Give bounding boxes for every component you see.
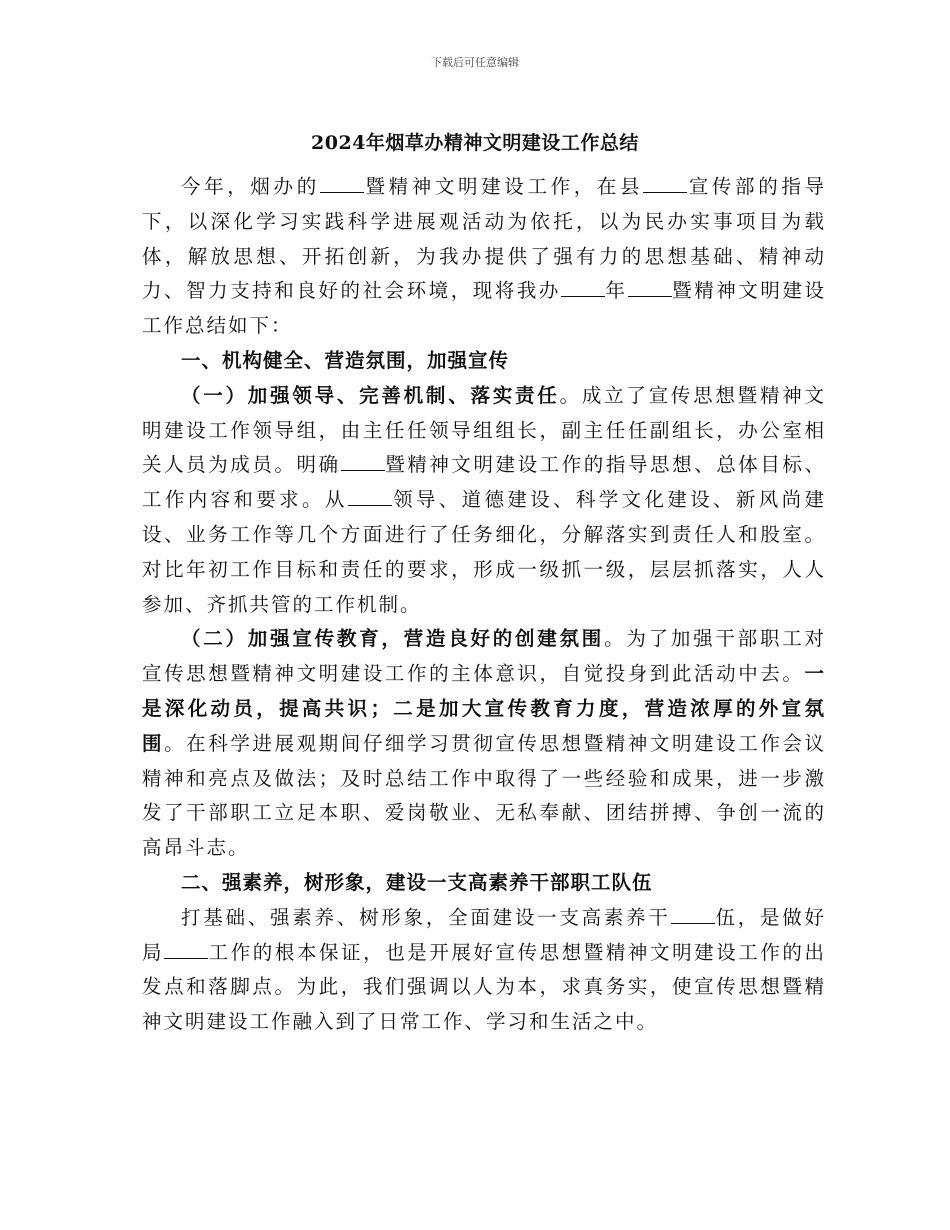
text-run: 暨精神文明建设工作的指导思想、总体目标、工作内容和要求。从 bbox=[142, 453, 826, 512]
text-run: 宣传部的指导下，以深化学习实践科学进展观活动为依托，以为民办实事项目为载体，解放思想、开拓创新，为我办提供了强有力的思想基础、精神动力、智力支持和良好的社会环境，现将我办 bbox=[142, 175, 826, 303]
header-note: 下载后可任意编辑 bbox=[431, 56, 519, 69]
text-run: 今年，烟办的 bbox=[181, 175, 320, 198]
section1-sub2-paragraph bbox=[142, 622, 826, 866]
blank-line bbox=[348, 487, 392, 506]
section2-heading: 二、强素养，树形象，建设一支高素养干部职工队伍 bbox=[181, 870, 653, 894]
emphasis-bold: 一是深化动员，提高共识；二是加大宣传教育力度，营造浓厚的外宣氛围 bbox=[142, 662, 826, 755]
blank-line bbox=[628, 278, 672, 297]
blank-line bbox=[671, 905, 715, 924]
text-run: 工作的根本保证，也是开展好宣传思想暨精神文明建设工作的出发点和落脚点。为此，我们强调以人为本，求真务实，使宣传思想暨精神文明建设工作融入到了日常工作、学习和生活之中。 bbox=[142, 940, 826, 1034]
text-run: 打基础、强素养、树形象，全面建设一支高素养干 bbox=[181, 905, 671, 929]
section1-heading: 一、机构健全、营造氛围，加强宣传 bbox=[181, 348, 510, 372]
text-run: 。成立了宣传思想暨精神文明建设工作领导组，由主任任领导组组长，副主任任副组长，办公室相关人员为成员。明确 bbox=[142, 383, 826, 477]
text-run: 暨精神文明建设工作，在县 bbox=[363, 175, 644, 198]
document-body bbox=[142, 170, 826, 1040]
document-title: 2024年烟草办精神文明建设工作总结 bbox=[311, 132, 639, 154]
text-run: 年 bbox=[605, 279, 628, 303]
text-run: 领导、道德建设、科学文化建设、新风尚建设、业务工作等几个方面进行了任务细化，分解落实到责任人和股室。对比年初工作目标和责任的要求，形成一级抓一级，层层抓落实，人人参加、齐抓共管的工作机制。 bbox=[142, 488, 826, 616]
blank-line bbox=[341, 452, 385, 471]
section2-paragraph bbox=[142, 901, 826, 1040]
blank-line bbox=[643, 174, 687, 193]
intro-paragraph bbox=[142, 170, 826, 344]
section1-sub1-paragraph bbox=[142, 379, 826, 623]
blank-line bbox=[320, 174, 364, 193]
blank-line bbox=[164, 940, 208, 959]
subheading-bold: （二）加强宣传教育，营造良好的创建氛围 bbox=[181, 627, 605, 651]
subheading-bold: （一）加强领导、完善机制、落实责任 bbox=[181, 383, 560, 407]
text-run: 暨精神文明建设工作总结如下： bbox=[142, 279, 826, 338]
text-run: 。为了加强干部职工对宣传思想暨精神文明建设工作的主体意识，自觉投身到此活动中去。 bbox=[142, 627, 826, 686]
text-run: 。在科学进展观期间仔细学习贯彻宣传思想暨精神文明建设工作会议精神和亮点及做法；及时总结工作中取得了一些经验和成果，进一步激发了干部职工立足本职、爱岗敬业、无私奉献、团结拼搏、争创一流的高昂斗志。 bbox=[142, 731, 826, 860]
text-run: 伍，是做好局 bbox=[142, 905, 826, 964]
blank-line bbox=[561, 278, 605, 297]
